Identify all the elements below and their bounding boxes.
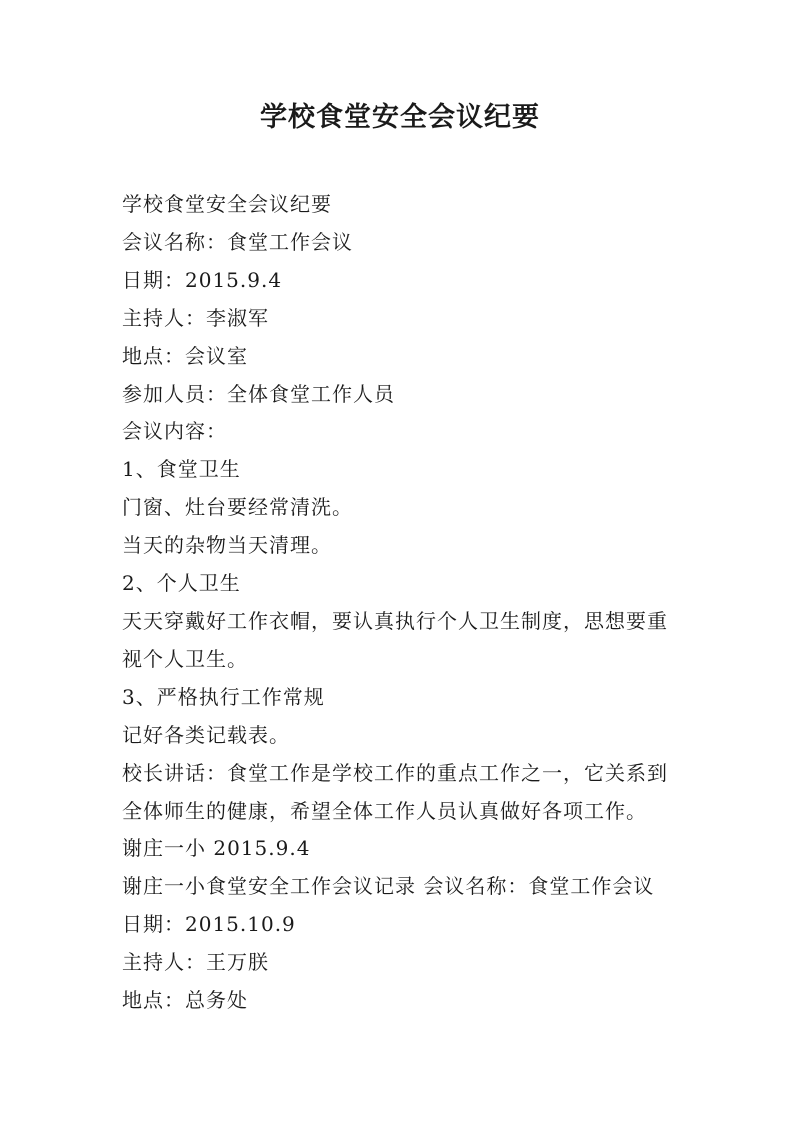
body-line-location: 地点：总务处 xyxy=(122,988,248,1013)
body-line: 视个人卫生。 xyxy=(122,646,248,671)
body-line-item-3: 3、严格执行工作常规 xyxy=(122,684,325,709)
body-line-record-heading: 谢庄一小食堂安全工作会议记录 会议名称：食堂工作会议 xyxy=(122,874,655,899)
body-line-principal-speech: 校长讲话：食堂工作是学校工作的重点工作之一，它关系到 xyxy=(122,760,668,785)
body-line-location: 地点：会议室 xyxy=(122,343,248,368)
document-title: 学校食堂安全会议纪要 xyxy=(260,102,540,133)
body-line-date: 日期：2015.9.4 xyxy=(122,267,283,292)
body-line-meeting-name: 会议名称：食堂工作会议 xyxy=(122,229,353,254)
body-line-content-label: 会议内容： xyxy=(122,419,227,444)
body-line: 当天的杂物当天清理。 xyxy=(122,533,332,558)
body-line-item-1: 1、食堂卫生 xyxy=(122,457,241,482)
body-line-signature: 谢庄一小 2015.9.4 xyxy=(122,836,311,861)
body-line-item-2: 2、个人卫生 xyxy=(122,571,241,596)
body-line: 门窗、灶台要经常清洗。 xyxy=(122,495,353,520)
body-line: 天天穿戴好工作衣帽，要认真执行个人卫生制度，思想要重 xyxy=(122,608,668,633)
body-line: 全体师生的健康，希望全体工作人员认真做好各项工作。 xyxy=(122,798,647,823)
body-line-attendees: 参加人员：全体食堂工作人员 xyxy=(122,381,395,406)
body-line-date: 日期：2015.10.9 xyxy=(122,912,296,937)
body-line-heading: 学校食堂安全会议纪要 xyxy=(122,192,332,216)
body-line: 记好各类记载表。 xyxy=(122,722,290,747)
document-body xyxy=(122,186,682,1020)
body-line-host: 主持人：王万朕 xyxy=(122,950,269,975)
body-line-host: 主持人：李淑军 xyxy=(122,305,269,330)
